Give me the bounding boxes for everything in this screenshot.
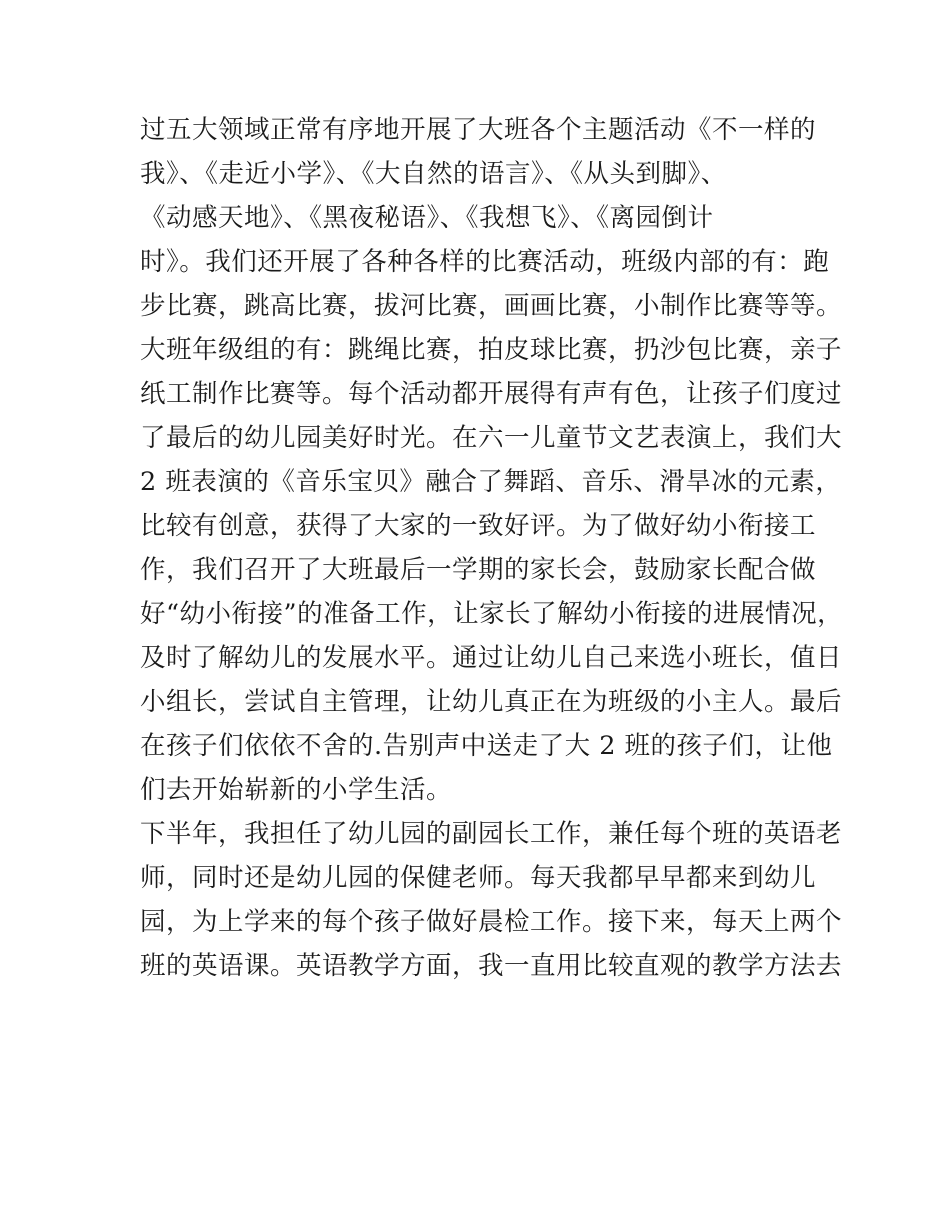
text-line: 师，同时还是幼儿园的保健老师。每天我都早早都来到幼儿 — [140, 863, 817, 893]
text-line: 在孩子们依依不舍的.告别声中送走了大 2 班的孩子们，让他 — [140, 731, 833, 761]
text-line: 步比赛，跳高比赛，拔河比赛，画画比赛，小制作比赛等等。 — [140, 291, 843, 321]
text-line: 们去开始崭新的小学生活。 — [140, 775, 453, 805]
text-line: 比较有创意，获得了大家的一致好评。为了做好幼小衔接工 — [140, 511, 817, 541]
text-line: 时》。我们还开展了各种各样的比赛活动，班级内部的有：跑 — [140, 247, 830, 277]
text-line: 小组长，尝试自主管理，让幼儿真正在为班级的小主人。最后 — [140, 687, 843, 717]
body-text — [140, 108, 844, 988]
text-line: 2 班表演的《音乐宝贝》融合了舞蹈、音乐、滑旱冰的元素， — [140, 467, 842, 497]
text-line: 我》、《走近小学》、《大自然的语言》、《从头到脚》、 — [140, 159, 727, 189]
text-line: 了最后的幼儿园美好时光。在六一儿童节文艺表演上，我们大 — [140, 423, 843, 453]
text-line: 纸工制作比赛等。每个活动都开展得有声有色，让孩子们度过 — [140, 379, 843, 409]
text-line: 《动感天地》、《黑夜秘语》、《我想飞》、《离园倒计 — [140, 203, 714, 233]
text-line: 班的英语课。英语教学方面，我一直用比较直观的教学方法去 — [140, 951, 843, 981]
text-line: 好“幼小衔接”的准备工作，让家长了解幼小衔接的进展情况， — [140, 599, 844, 629]
text-line: 作，我们召开了大班最后一学期的家长会，鼓励家长配合做 — [140, 555, 817, 585]
text-line: 大班年级组的有：跳绳比赛，拍皮球比赛，扔沙包比赛，亲子 — [140, 335, 843, 365]
text-line: 及时了解幼儿的发展水平。通过让幼儿自己来选小班长，值日 — [140, 643, 843, 673]
text-line: 过五大领域正常有序地开展了大班各个主题活动《不一样的 — [140, 115, 817, 145]
text-line: 下半年，我担任了幼儿园的副园长工作，兼任每个班的英语老 — [140, 819, 843, 849]
text-line: 园，为上学来的每个孩子做好晨检工作。接下来，每天上两个 — [140, 907, 843, 937]
